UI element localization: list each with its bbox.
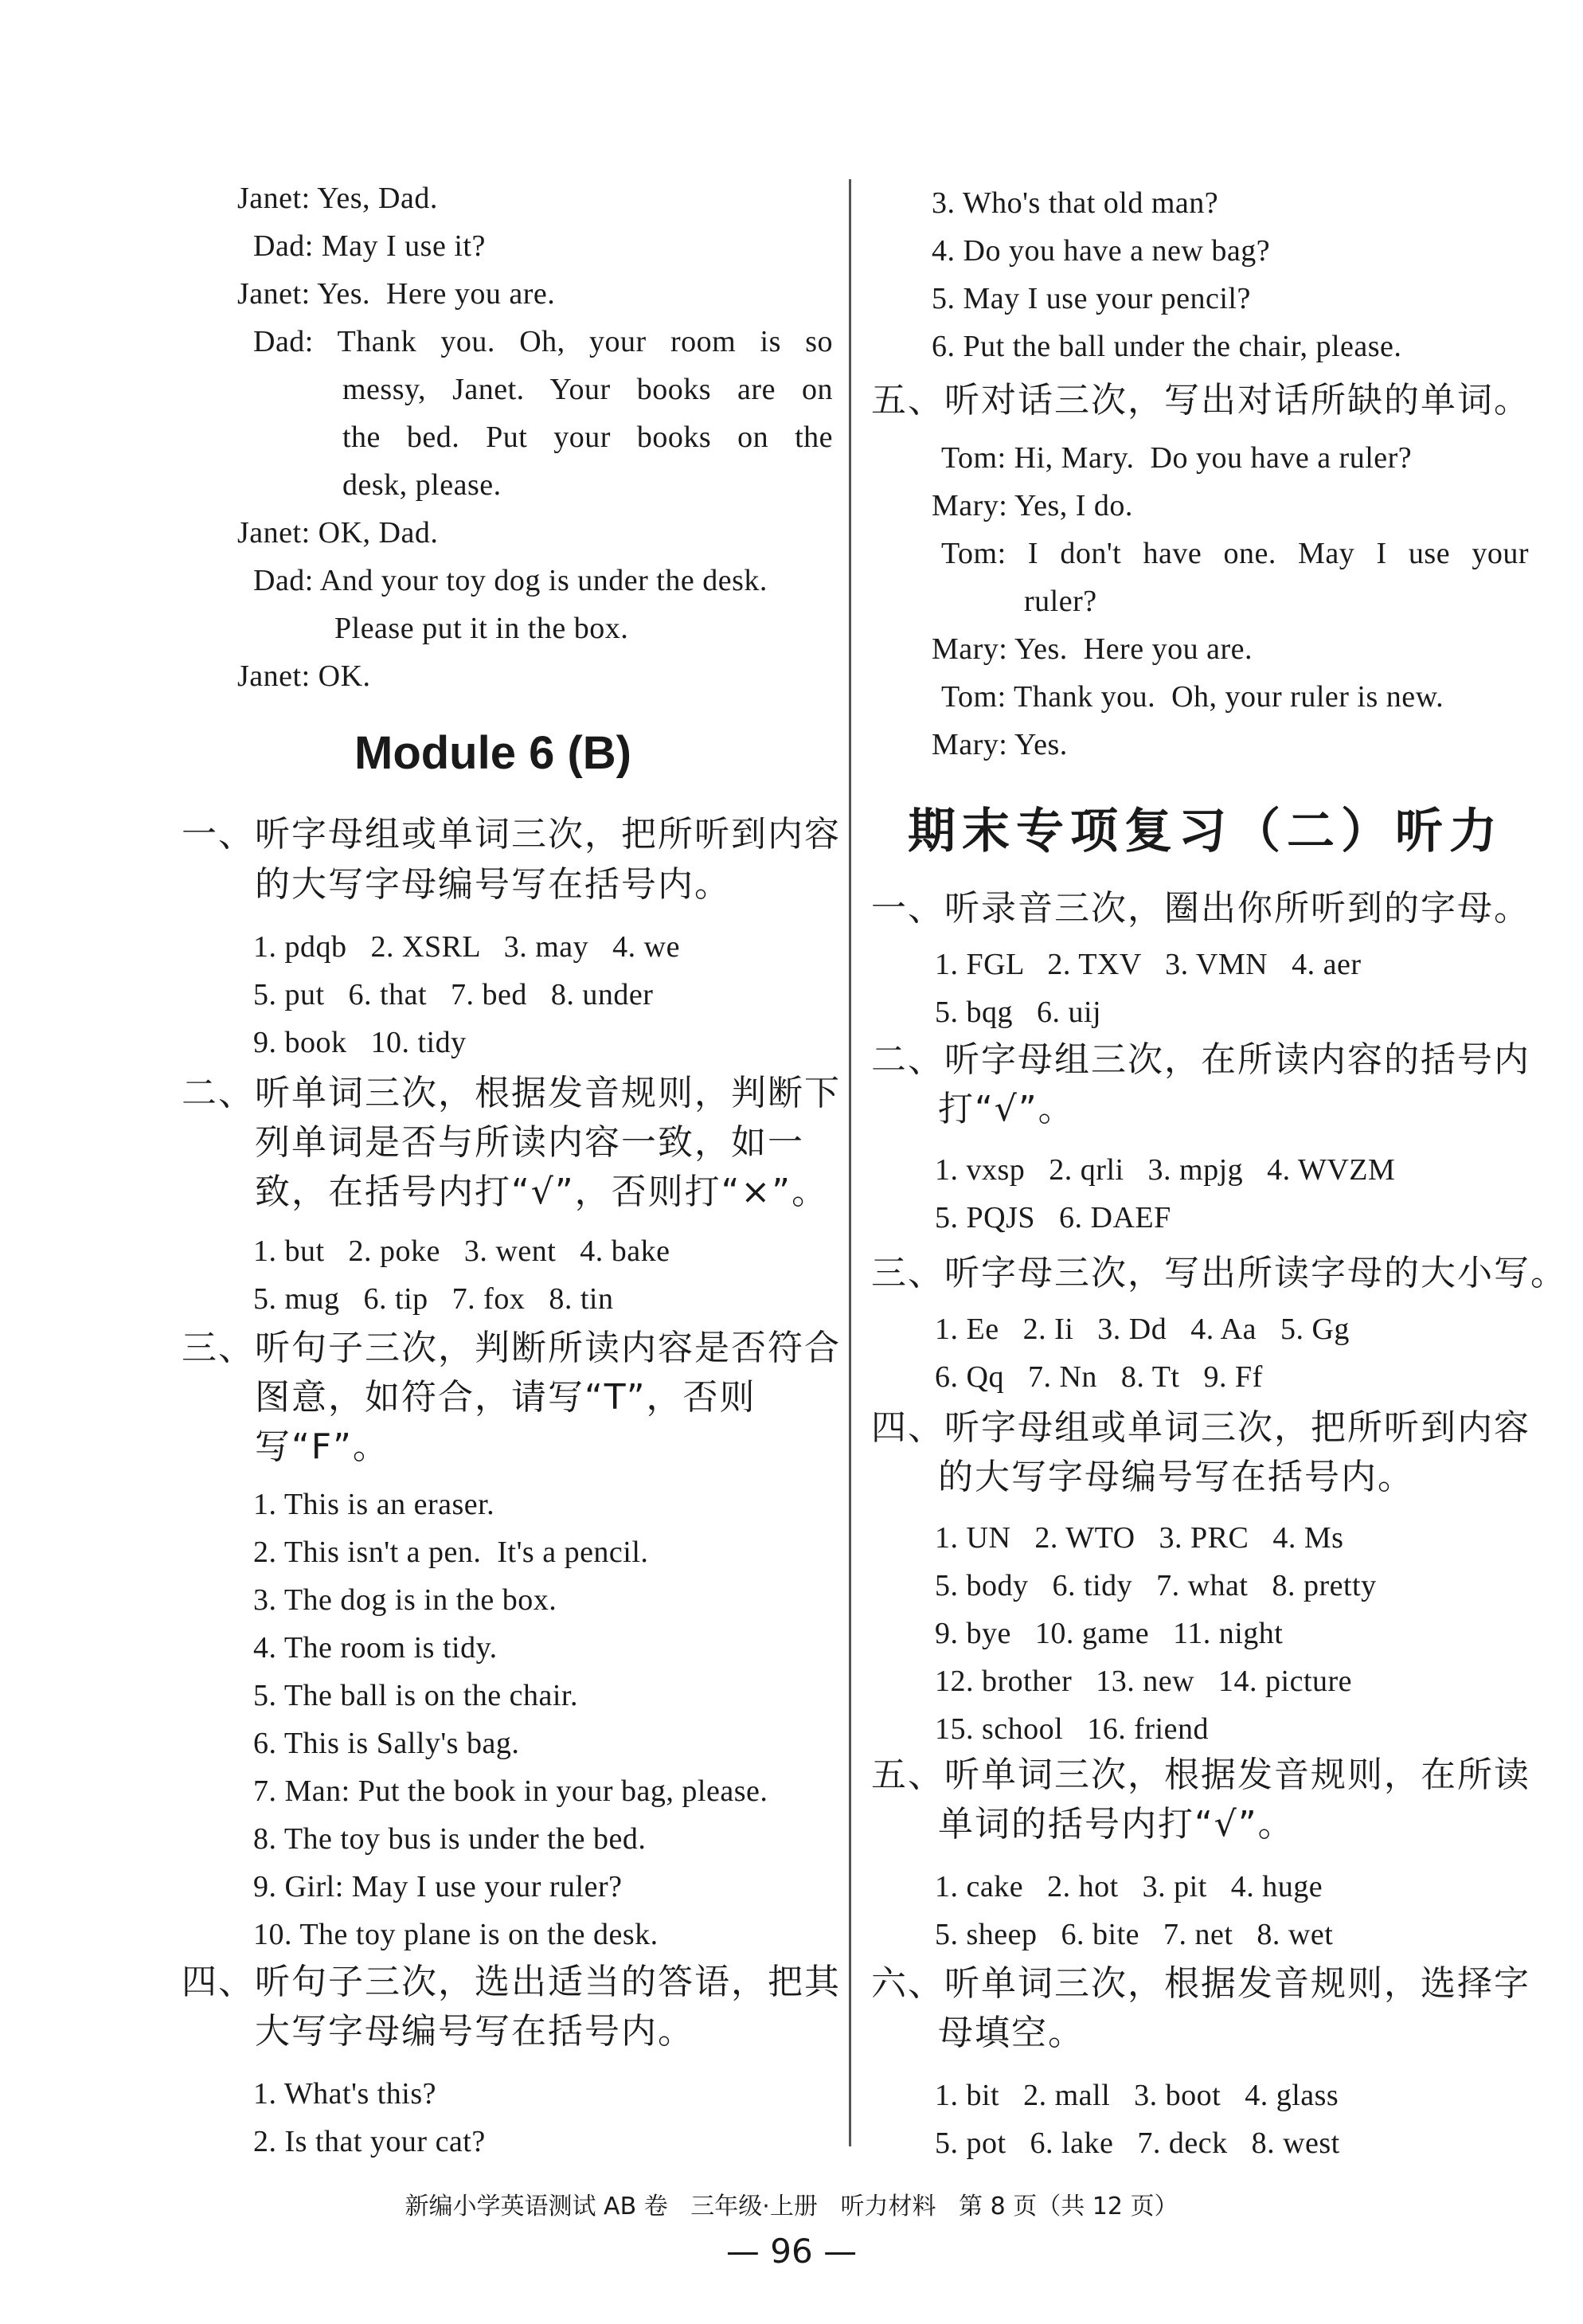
item-row: 1. What's this?: [253, 2077, 437, 2111]
section-instruction: 五、听单词三次，根据发音规则，在所读: [871, 1755, 1530, 1795]
item-row: 15. school 16. friend: [935, 1712, 1209, 1746]
item-row: 1. bit 2. mall 3. boot 4. glass: [935, 2079, 1339, 2112]
section-instruction: 一、听字母组或单词三次，把所听到内容: [182, 814, 841, 855]
footer-info: 新编小学英语测试 AB 卷 三年级·上册 听力材料 第 8 页（共 12 页）: [405, 2193, 1178, 2220]
item-row: 5. body 6. tidy 7. what 8. pretty: [935, 1569, 1377, 1602]
section-instruction: 打“√”。: [938, 1089, 1075, 1129]
section-instruction: 母填空。: [938, 2013, 1085, 2053]
item-row: 5. put 6. that 7. bed 8. under: [253, 978, 654, 1011]
item-row: 4. Do you have a new bag?: [932, 234, 1271, 268]
dialogue-line: Janet: OK, Dad.: [237, 516, 439, 550]
item-row: 1. cake 2. hot 3. pit 4. huge: [935, 1870, 1323, 1903]
dialogue-line: ruler?: [1024, 585, 1097, 618]
section-instruction: 一、听录音三次，圈出你所听到的字母。: [871, 888, 1530, 929]
section-instruction: 致，在括号内打“√”，否则打“×”。: [255, 1172, 829, 1212]
item-row: 1. pdqb 2. XSRL 3. may 4. we: [253, 930, 680, 964]
section-instruction: 图意，如符合，请写“T”，否则: [255, 1377, 756, 1418]
item-row: 1. FGL 2. TXV 3. VMN 4. aer: [935, 948, 1362, 981]
item-row: 5. PQJS 6. DAEF: [935, 1201, 1171, 1234]
item-row: 5. bqg 6. uij: [935, 996, 1102, 1029]
item-row: 7. Man: Put the book in your bag, please.: [253, 1774, 768, 1808]
item-row: 5. May I use your pencil?: [932, 282, 1251, 315]
dialogue-line: the bed. Put your books on the: [342, 421, 833, 454]
dialogue-line: Dad: And your toy dog is under the desk.: [253, 564, 768, 597]
dialogue-line: Mary: Yes. Here you are.: [932, 632, 1253, 666]
column-divider: [849, 179, 851, 2146]
module-title: Module 6 (B): [354, 727, 631, 779]
section-instruction: 的大写字母编号写在括号内。: [938, 1457, 1414, 1497]
item-row: 1. but 2. poke 3. went 4. bake: [253, 1234, 670, 1268]
item-row: 1. Ee 2. Ii 3. Dd 4. Aa 5. Gg: [935, 1313, 1350, 1346]
section-instruction: 四、听字母组或单词三次，把所听到内容: [871, 1407, 1530, 1448]
item-row: 5. mug 6. tip 7. fox 8. tin: [253, 1282, 614, 1316]
item-row: 9. book 10. tidy: [253, 1026, 467, 1059]
dialogue-line: messy, Janet. Your books are on: [342, 373, 833, 406]
item-row: 6. Qq 7. Nn 8. Tt 9. Ff: [935, 1360, 1263, 1394]
item-row: 6. Put the ball under the chair, please.: [932, 330, 1402, 363]
page-number: — 96 —: [725, 2232, 858, 2271]
item-row: 1. vxsp 2. qrli 3. mpjg 4. WVZM: [935, 1153, 1396, 1187]
dialogue-line: Dad: Thank you. Oh, your room is so: [253, 325, 833, 358]
item-row: 5. The ball is on the chair.: [253, 1679, 578, 1712]
item-row: 5. sheep 6. bite 7. net 8. wet: [935, 1918, 1334, 1951]
item-row: 3. Who's that old man?: [932, 186, 1219, 220]
item-row: 4. The room is tidy.: [253, 1631, 498, 1665]
dialogue-line: Tom: Thank you. Oh, your ruler is new.: [941, 680, 1444, 714]
dialogue-line: Please put it in the box.: [334, 612, 629, 645]
section-instruction: 二、听字母组三次，在所读内容的括号内: [871, 1039, 1530, 1080]
item-row: 9. bye 10. game 11. night: [935, 1617, 1284, 1650]
section-instruction: 单词的括号内打“√”。: [938, 1804, 1295, 1845]
dialogue-line: Janet: Yes. Here you are.: [237, 277, 556, 311]
section-instruction: 的大写字母编号写在括号内。: [255, 864, 731, 905]
section-instruction: 三、听字母三次，写出所读字母的大小写。: [871, 1253, 1567, 1293]
section-instruction: 列单词是否与所读内容一致，如一: [255, 1122, 804, 1163]
dialogue-line: Janet: OK.: [237, 659, 371, 693]
item-row: 6. This is Sally's bag.: [253, 1727, 520, 1760]
item-row: 5. pot 6. lake 7. deck 8. west: [935, 2126, 1340, 2160]
section-instruction: 五、听对话三次，写出对话所缺的单词。: [871, 380, 1530, 421]
item-row: 8. The toy bus is under the bed.: [253, 1822, 647, 1856]
dialogue-line: Tom: I don't have one. May I use your: [941, 537, 1529, 570]
section-instruction: 写“F”。: [255, 1426, 389, 1467]
item-row: 10. The toy plane is on the desk.: [253, 1918, 659, 1951]
item-row: 2. Is that your cat?: [253, 2125, 486, 2158]
item-row: 9. Girl: May I use your ruler?: [253, 1870, 623, 1903]
item-row: 1. UN 2. WTO 3. PRC 4. Ms: [935, 1521, 1344, 1555]
item-row: 2. This isn't a pen. It's a pencil.: [253, 1536, 649, 1569]
item-row: 12. brother 13. new 14. picture: [935, 1665, 1353, 1698]
item-row: 3. The dog is in the box.: [253, 1583, 557, 1617]
dialogue-line: Tom: Hi, Mary. Do you have a ruler?: [941, 441, 1413, 475]
dialogue-line: Janet: Yes, Dad.: [237, 182, 438, 215]
dialogue-line: Dad: May I use it?: [253, 229, 486, 263]
section-instruction: 二、听单词三次，根据发音规则，判断下: [182, 1073, 841, 1113]
dialogue-line: Mary: Yes.: [932, 728, 1068, 761]
section-instruction: 大写字母编号写在括号内。: [255, 2011, 694, 2052]
section-instruction: 六、听单词三次，根据发音规则，选择字: [871, 1963, 1530, 2004]
dialogue-line: desk, please.: [342, 468, 502, 502]
section-instruction: 三、听句子三次，判断所读内容是否符合: [182, 1328, 841, 1368]
review-title: 期末专项复习（二）听力: [908, 804, 1503, 859]
item-row: 1. This is an eraser.: [253, 1488, 495, 1521]
section-instruction: 四、听句子三次，选出适当的答语，把其: [182, 1962, 841, 2002]
dialogue-line: Mary: Yes, I do.: [932, 489, 1133, 522]
